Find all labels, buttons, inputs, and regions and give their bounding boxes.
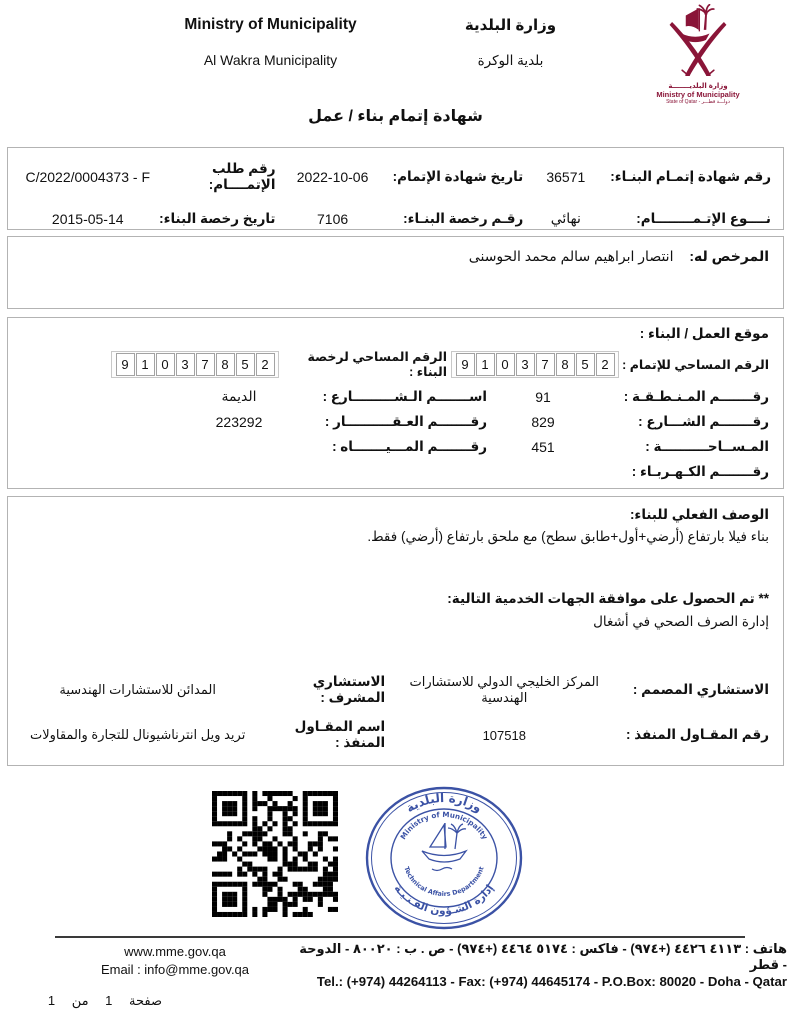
website-link[interactable]: www.mme.gov.qa [124,944,226,959]
field-value: المدائن للاستشارات الهندسية [59,682,216,697]
field-label: رقـــــــم المـنـطـقـة : [623,388,769,404]
field-value: 2022-10-06 [296,169,369,185]
stamp-icon [364,785,524,932]
stamp-text-ministry-en: Ministry of Municipality [398,809,490,842]
survey-digit: 1 [136,353,155,376]
footer-web-block [55,944,295,977]
certificate-info-box [7,147,784,230]
municipality-name-en: Al Wakra Municipality [203,52,338,68]
field-value: تريد ويل انترناشيونال للتجارة والمقاولات [29,727,246,742]
description-box [7,496,784,766]
cert-row-2 [20,210,771,227]
ministry-name-en: Ministry of Municipality [184,16,357,33]
description-title: الوصف الفعلي للبناء: [629,507,769,522]
location-row [22,439,769,455]
location-title: موقع العمل / البناء : [639,326,769,341]
footer-contact-block [293,941,787,989]
field-value: 829 [531,414,555,430]
location-box [7,317,784,489]
logo-text-en: Ministry of Municipality [656,90,740,99]
field-value: نهائي [550,210,581,226]
survey-digit: 2 [596,353,615,376]
survey-digit: 2 [256,353,275,376]
survey-digit: 8 [556,353,575,376]
municipality-name-ar: بلدية الوكرة [477,53,544,68]
location-row [22,414,769,430]
consultants-row [22,674,769,706]
survey-digit: 8 [216,353,235,376]
description-text: بناء فيلا بارتفاع (أرضي+أول+طابق سطح) مع ملحق بارتفاع (أرضي) فقط. [367,529,769,544]
licensee-value: انتصار ابراهيم سالم محمد الحوسنى [468,248,674,264]
field-label: رقـــــــم الكـهـربـاء : [631,464,769,479]
logo-text-state: State of Qatar - دولـــة قطـــر [666,99,730,105]
licensee-label: المرخص له: [689,248,769,264]
qr-code-icon [212,791,338,917]
survey-number-boxes [111,351,279,378]
field-label: اســـــــم الـشـــــــــارع : [322,388,487,404]
field-value: الديمة [221,388,257,404]
field-label: رقـــــــم العـقــــــــــار : [324,414,487,429]
contact-line-ar: هاتف : ٤١١٣ ٤٤٢٦ (+٩٧٤) - فاكس : ٥١٧٤ ٤٤٦٤ (+٩٧٤) - ص . ب : ٨٠٠٢٠ - الدوحة - قطر [299,941,787,972]
cert-row-1 [20,161,771,193]
survey-digit: 3 [516,353,535,376]
contact-line-en: Tel.: (+974) 44264113 - Fax: (+974) 44645174 - P.O.Box: 80020 - Doha - Qatar [316,974,787,989]
field-label: رقـــــــم المـــيـــــــاه : [332,439,487,454]
field-label: رقـــــــم الشـــارع : [638,414,769,429]
survey-digit: 7 [196,353,215,376]
survey-digit: 9 [456,353,475,376]
survey-digit: 7 [536,353,555,376]
survey-row [22,349,769,379]
qr-code [212,791,338,917]
email-link[interactable]: Email : info@mme.gov.qa [100,962,250,977]
field-label: نــــوع الإتـمــــــــام: [636,210,771,226]
stamp-text-top-ar: وزارة البلدية [403,790,485,816]
crossed-swords-icon [670,22,727,76]
field-value: 451 [531,439,555,455]
survey-digit: 0 [156,353,175,376]
approvals-title: ** تم الحصول على موافقة الجهات الخدمية التالية: [447,591,769,606]
ministry-emblem-icon [648,4,748,76]
field-label: الاستشاري المصمم : [632,682,769,697]
approvals-text: إدارة الصرف الصحي في أشغال [593,614,769,629]
stamp-text-bottom-ar: إدارة الشـؤون الفـنـيـة [391,882,497,918]
survey-digit: 5 [236,353,255,376]
field-value: 36571 [546,169,586,185]
page-number: صفحة 1 من 1 [47,993,162,1008]
header-arabic [438,16,583,69]
sail-icon [430,823,446,849]
field-label: الرقم المساحي للإتمام : [622,357,769,372]
field-value: 223292 [215,414,263,430]
location-row [22,464,769,480]
palm-icon [448,824,466,849]
stamp-emblem [422,823,466,871]
field-label: رقم المقـاول المنفذ : [626,727,769,742]
field-label: تاريخ شهادة الإتمام: [392,169,524,184]
survey-digit: 9 [116,353,135,376]
ministry-logo [646,4,750,105]
field-value: 91 [535,388,551,405]
location-row [22,388,769,405]
document-title: شهادة إتمام بناء / عمل [308,108,483,125]
field-label: تاريخ رخصة البناء: [159,210,276,226]
svg-text:إدارة الشـؤون الفـنـيـة [392,883,497,918]
field-value: 107518 [482,727,526,743]
field-label: الرقم المساحي لرخصة البناء : [307,350,447,379]
field-label: الاستشاري المشرف : [312,674,386,705]
survey-number-boxes [451,351,619,378]
survey-digit: 0 [496,353,515,376]
field-label: اسم المقـاول المنفذ : [294,719,386,750]
survey-digit: 1 [476,353,495,376]
consultants-row [22,719,769,751]
field-value: C/2022/0004373 - F [25,169,150,185]
field-value: 7106 [317,210,349,227]
logo-text-ar: وزارة البلديـــــــة [668,83,728,90]
header-english [168,16,373,68]
ministry-name-ar: وزارة البلدية [464,17,557,34]
field-label: رقـم رخصة البنـاء: [403,210,524,226]
licensee-box [7,236,784,309]
survey-digit: 3 [176,353,195,376]
official-stamp [364,785,524,932]
field-label: المـســاحــــــــــة : [645,439,769,454]
field-label: رقم شهادة إتمـام البنـاء: [610,169,771,184]
sail-icon [686,8,700,31]
dhow-icon [422,851,466,871]
svg-text:Technical Affairs Department [402,866,485,898]
survey-digit: 5 [576,353,595,376]
field-value: المركز الخليجي الدولي للاستشارات الهندسية [409,674,600,705]
field-value: 2015-05-14 [51,210,124,227]
field-label: رقم طلب الإتمــــام: [208,161,276,192]
stamp-text-dept-en: Technical Affairs Department [402,865,486,899]
footer-divider [55,936,745,938]
